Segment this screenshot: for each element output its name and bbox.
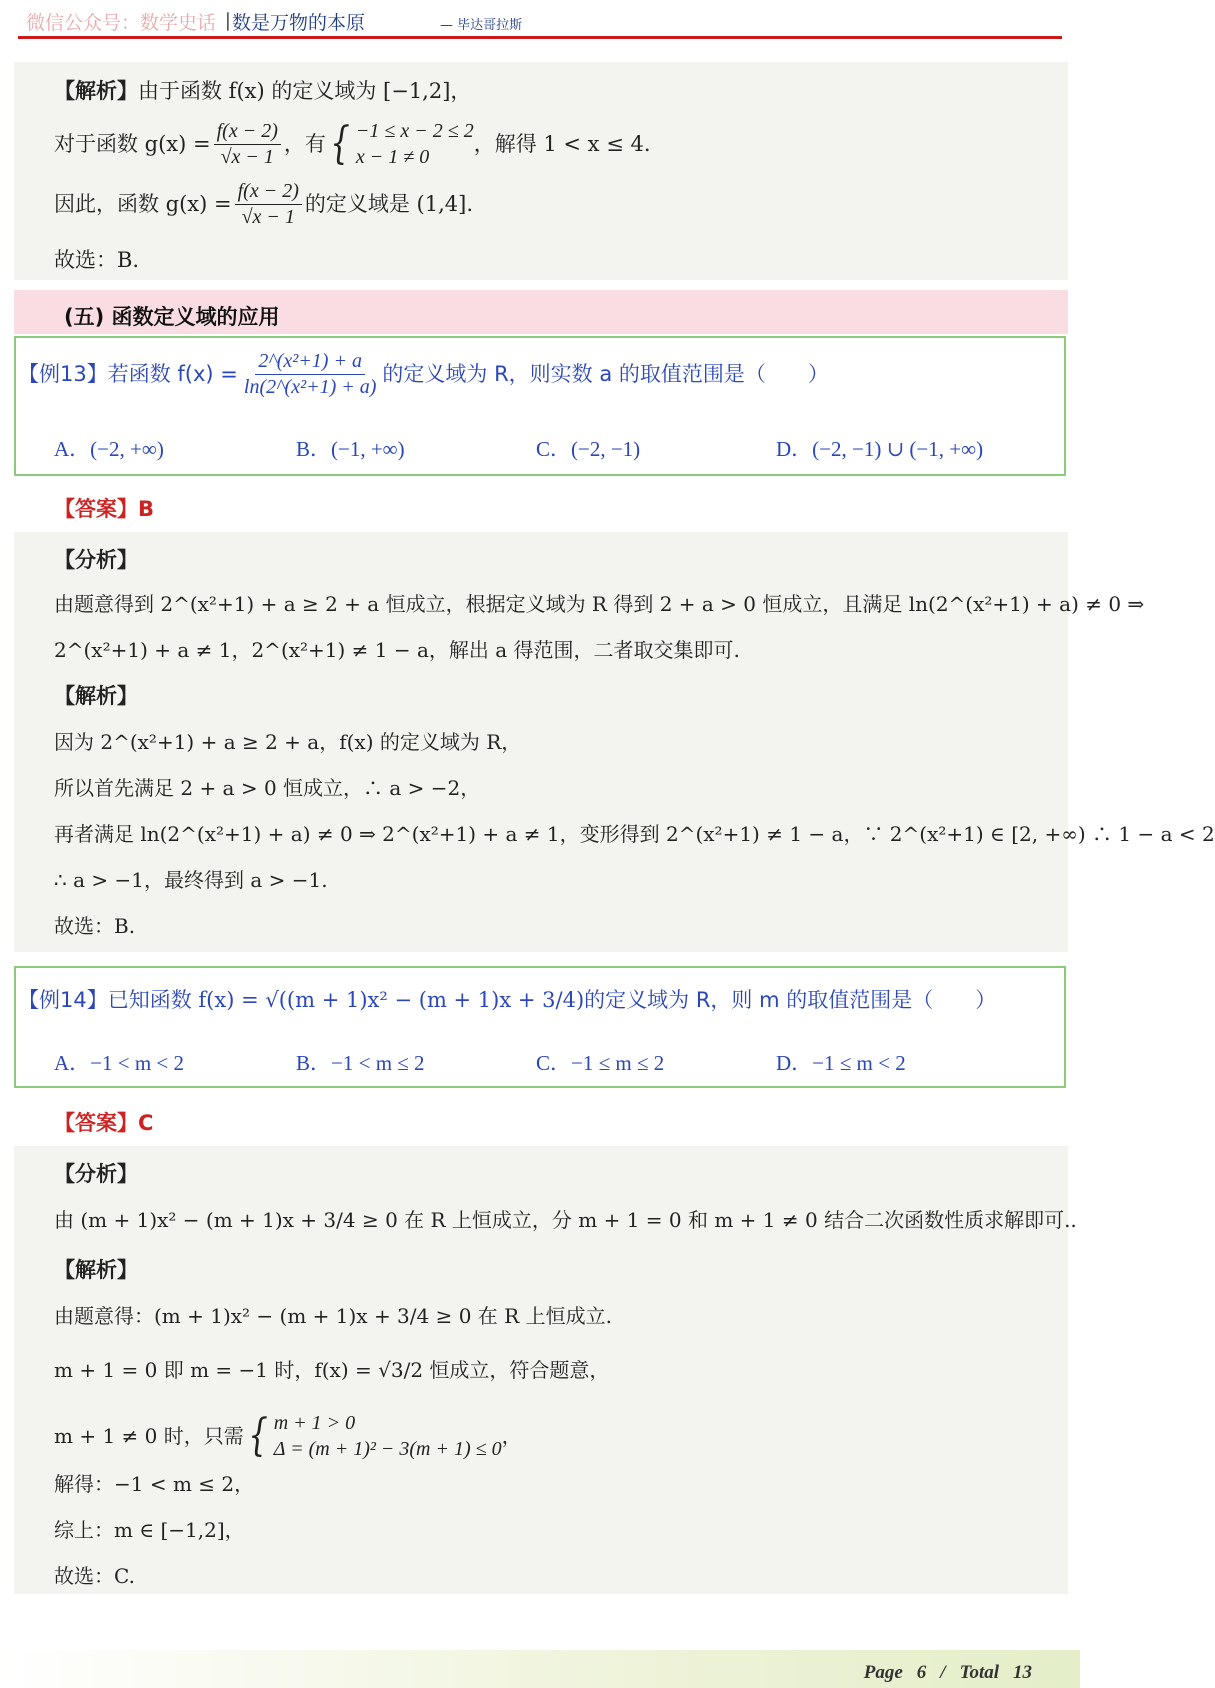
example-14-question: 【例14】已知函数 f(x) = √((m + 1)x² − (m + 1)x + 3/4)的定义域为 R，则 m 的取值范围是（ ） (18, 988, 997, 1012)
example-13-question: 【例13】 若函数 f(x) = $\frac{\text{2\textasciicircum{}(x²+1) + a}}{\text{ln(2\textasciicircum{}(x²+1) + a)}}$ 的定义域为 R，则实数 a 的取值范围是（ ） (18, 350, 829, 398)
sol13-solution-1: 因为 2^(x²+1) + a ≥ 2 + a，f(x) 的定义域为 R， (54, 730, 522, 754)
block1-line3: 因此，函数 g(x) = $\frac{f(x - 2)}{√x - 1}$ 的定义域是 (1,4]. (54, 180, 474, 228)
example-14-option-c: C．−1 ≤ m ≤ 2 (536, 1051, 665, 1075)
header-title: 数是万物的本原 (232, 12, 366, 34)
fraction-g-2: $\frac{f(x - 2)}{√x - 1}$ (235, 180, 302, 229)
header-author: — 毕达哥拉斯 (440, 18, 523, 33)
sol13-analysis-head: 【分析】 (54, 548, 138, 572)
section-title: (五) 函数定义域的应用 (64, 305, 280, 329)
block1-line1: 【解析】由于函数 f(x) 的定义域为 [−1,2]， (54, 78, 472, 103)
answer-14: 【答案】C (54, 1111, 154, 1135)
example-13-option-c: C．(−2, −1) (536, 437, 641, 461)
sol14-solution-head: 【解析】 (54, 1258, 138, 1282)
answer-13: 【答案】B (54, 497, 155, 521)
wechat-account: 微信公众号：数学史话 (26, 12, 217, 34)
example-13-option-b: B．(−1, +∞) (296, 437, 405, 461)
page-indicator: Page 6 / Total 13 (863, 1662, 1032, 1683)
header-separator: 丨 (218, 10, 238, 34)
block1-line2: 对于函数 g(x) = $\frac{f(x - 2)}{√x - 1}$ ，有 { −1 ≤ x − 2 ≤ 2 x − 1 ≠ 0 ，解得 1 < x ≤ 4. (54, 118, 651, 169)
fraction-f13: $\frac{\text{2\textasciicircum{}(x²+1) + a}}{\text{ln(2\textasciicircum{}(x²+1) + a)}}$ (243, 350, 377, 398)
example-13-label: 【例13】 (18, 362, 108, 386)
example-14-label: 【例14】 (18, 988, 108, 1012)
sol14-solution-4: 解得：−1 < m ≤ 2， (54, 1472, 255, 1496)
page-footer (0, 1650, 1080, 1688)
sol14-solution-6: 故选：C. (54, 1564, 135, 1588)
example-14-option-b: B．−1 < m ≤ 2 (296, 1051, 425, 1075)
example-14-option-d: D．−1 ≤ m < 2 (776, 1051, 906, 1075)
sol13-analysis-2: 2^(x²+1) + a ≠ 1，2^(x²+1) ≠ 1 − a，解出 a 得范围，二者取交集即可. (54, 638, 740, 662)
sol13-solution-3: 再者满足 ln(2^(x²+1) + a) ≠ 0 ⇒ 2^(x²+1) + a ≠ 1，变形得到 2^(x²+1) ≠ 1 − a，∵ 2^(x²+1) ∈ [2, +∞) ∴ 1 − a < 2 (54, 822, 1215, 846)
sol13-analysis-1: 由题意得到 2^(x²+1) + a ≥ 2 + a 恒成立，根据定义域为 R 得到 2 + a > 0 恒成立，且满足 ln(2^(x²+1) + a) ≠ 0 ⇒ (54, 592, 1145, 616)
example-13-option-d: D．(−2, −1) ∪ (−1, +∞) (776, 437, 984, 461)
sol14-analysis-head: 【分析】 (54, 1162, 138, 1186)
fraction-g: $\frac{f(x - 2)}{√x - 1}$ (214, 120, 281, 169)
inequality-system: { −1 ≤ x − 2 ≤ 2 x − 1 ≠ 0 (330, 118, 474, 169)
sol13-solution-5: 故选：B. (54, 914, 136, 938)
sol14-solution-1: 由题意得：(m + 1)x² − (m + 1)x + 3/4 ≥ 0 在 R 上恒成立. (54, 1304, 612, 1328)
sol14-solution-3: m + 1 ≠ 0 时，只需 { m + 1 > 0 Δ = (m + 1)² − 3(m + 1) ≤ 0 ， (54, 1410, 522, 1461)
example-14-option-a: A．−1 < m < 2 (54, 1051, 185, 1075)
example-13-option-a: A．(−2, +∞) (54, 437, 164, 461)
sol14-solution-2: m + 1 = 0 即 m = −1 时，f(x) = √3/2 恒成立，符合题意， (54, 1358, 610, 1382)
sol13-solution-head: 【解析】 (54, 684, 138, 708)
header-divider (18, 36, 1062, 39)
block1-line4: 故选：B. (54, 248, 140, 272)
condition-system: { m + 1 > 0 Δ = (m + 1)² − 3(m + 1) ≤ 0 (247, 1410, 502, 1461)
page-header (0, 0, 1080, 42)
sol14-analysis-1: 由 (m + 1)x² − (m + 1)x + 3/4 ≥ 0 在 R 上恒成立，分 m + 1 = 0 和 m + 1 ≠ 0 结合二次函数性质求解即可.. (54, 1208, 1077, 1232)
sol13-solution-4: ∴ a > −1，最终得到 a > −1. (54, 868, 328, 892)
sol13-solution-2: 所以首先满足 2 + a > 0 恒成立，∴ a > −2， (54, 776, 481, 800)
sol14-solution-5: 综上：m ∈ [−1,2]， (54, 1518, 245, 1542)
